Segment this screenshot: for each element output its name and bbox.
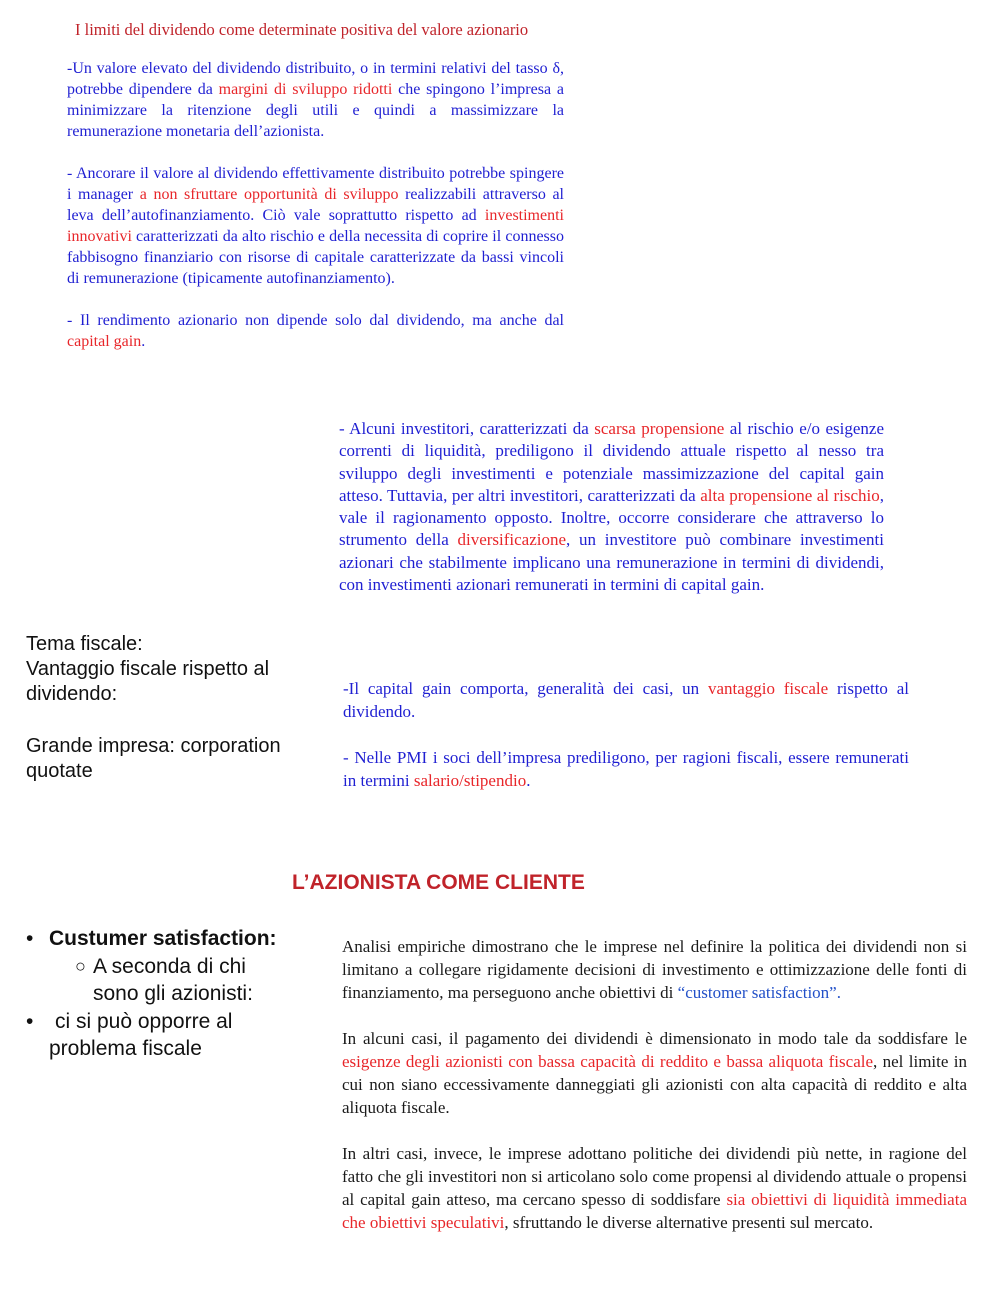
text-run: investimenti innovativi — [67, 207, 564, 245]
dividend-sizing-paragraph — [342, 1027, 967, 1119]
fiscal-note-line: Grande impresa: corporation — [26, 735, 281, 757]
text-run: salario/stipendio — [413, 771, 527, 790]
text-run: esigenze degli azionisti con bassa capacità di reddito e bassa aliquota fiscale — [342, 1052, 874, 1071]
fiscal-note-line: Tema fiscale: — [26, 633, 143, 655]
text-run: In alcuni casi, il pagamento dei dividendi è dimensionato in modo tale da soddisfare le — [342, 1029, 967, 1048]
text-run: Analisi empiriche dimostrano che le imprese nel definire la politica dei dividendi non si limitano a collegare rigidamente decisioni di investimento e ottimizzazione delle fonti di finanziamento, ma perseguono anche obiettivi di — [342, 937, 967, 1002]
text-run: vantaggio fiscale — [707, 679, 829, 698]
fiscal-note-line: dividendo: — [26, 683, 118, 705]
sub-bullet-icon: ○ — [75, 955, 86, 976]
text-run: - Alcuni investitori, caratterizzati da — [339, 419, 595, 438]
top-paragraph-2 — [67, 163, 564, 289]
text-run: . — [141, 333, 146, 350]
text-run: realizzabili attraverso al leva dell’autofinanziamento. Ciò vale soprattutto rispetto ad — [67, 186, 564, 224]
bullet-text: problema fiscale — [49, 1037, 202, 1060]
middle-text-block — [339, 418, 884, 596]
text-run: -Il capital gain comporta, generalità dei casi, un — [343, 679, 708, 698]
text-run: alta propensione al rischio — [700, 485, 880, 505]
capital-gain-paragraph — [343, 677, 909, 723]
text-run: In altri casi, invece, le imprese adottano politiche dei dividendi più nette, in ragione del fatto che gli investitori non si articolano solo come propensi al dividendo attuale o propensi al capital gain atteso, ma cercano spesso di soddisfare — [342, 1144, 967, 1209]
fiscal-text-block — [343, 677, 909, 792]
text-run: scarsa propensione — [594, 419, 725, 438]
text-run: diversificazione — [457, 530, 567, 550]
fiscal-notes — [26, 632, 326, 784]
bottom-text-block — [342, 935, 967, 1234]
text-run: - Nelle PMI i soci dell’impresa prediligono, per ragioni fiscali, essere remunerati in termini — [343, 748, 909, 790]
text-run: , un investitore può combinare investimenti azionari che stabilmente implicano una remunerazione in termini di dividendi, con investimenti azionari remunerati in termini di capital gain. — [339, 530, 884, 595]
investors-paragraph — [339, 418, 884, 596]
fiscal-note-line: quotate — [26, 760, 93, 782]
top-paragraph-1 — [67, 58, 564, 142]
text-run: a non sfruttare opportunità di sviluppo — [139, 186, 399, 203]
bullet-text: ci si può opporre al — [55, 1009, 233, 1033]
text-run: - Il rendimento azionario non dipende solo dal dividendo, ma anche dal — [67, 312, 564, 329]
text-run: che spingono l’impresa a minimizzare la ritenzione degli utili e quindi a massimizzare la remunerazione monetaria dell’azionista. — [67, 81, 564, 140]
bullet-icon: • — [26, 1009, 34, 1033]
pmi-paragraph — [343, 746, 909, 792]
bullet-text: Custumer satisfaction: — [49, 927, 277, 950]
text-run: sia obiettivi di liquidità immediata che obiettivi speculativi — [342, 1190, 967, 1232]
text-run: , nel limite in cui non siano eccessivamente danneggiati gli azionisti con alta capacità di reddito e alta aliquota fiscale. — [342, 1052, 968, 1117]
text-run: “customer satisfaction”. — [677, 983, 841, 1002]
bullet-text: A seconda di chi — [93, 954, 246, 978]
list-item — [26, 925, 326, 953]
bullet-icon: • — [26, 927, 34, 950]
text-run: capital gain — [67, 333, 142, 350]
top-text-block — [67, 19, 564, 371]
text-run: rispetto al dividendo. — [343, 679, 910, 721]
top-block-title: I limiti del dividendo come determinate positiva del valore azionario — [75, 20, 529, 39]
list-item — [26, 1008, 326, 1063]
text-run: - Ancorare il valore al dividendo effettivamente distribuito potrebbe spingere i manager — [67, 165, 564, 203]
text-run: , sfruttando le diverse alternative presenti sul mercato. — [504, 1213, 874, 1232]
text-run: al rischio e/o esigenze correnti di liquidità, prediligono il dividendo attuale rispetto al nesso tra sviluppo degli investimenti e potenziale massimizzazione del capital gain atteso. Tuttavia, per altri investitori, caratterizzati da — [339, 419, 884, 505]
section-heading: L’AZIONISTA COME CLIENTE — [292, 871, 585, 894]
text-run: -Un valore elevato del dividendo distribuito, o in termini relativi del tasso δ, potrebbe dipendere da — [67, 60, 564, 98]
dividend-policy-paragraph — [342, 1142, 967, 1234]
text-run: margini di sviluppo ridotti — [218, 81, 393, 98]
customer-satisfaction-paragraph — [342, 935, 967, 1004]
text-run: . — [526, 771, 531, 790]
top-paragraph-3 — [67, 310, 564, 352]
text-run: , vale il ragionamento opposto. Inoltre, occorre considerare che attraverso lo strumento della — [339, 485, 885, 550]
fiscal-note-line: Vantaggio fiscale rispetto al — [26, 658, 270, 680]
text-run: caratterizzati da alto rischio e della necessita di coprire il connesso fabbisogno finanziario con risorse di capitale caratterizzate da bassi vincoli di remunerazione (tipicamente autofinanziamento). — [67, 228, 564, 287]
bullet-text: sono gli azionisti: — [93, 982, 253, 1005]
bullet-list — [26, 925, 326, 1063]
list-item — [26, 953, 326, 1008]
